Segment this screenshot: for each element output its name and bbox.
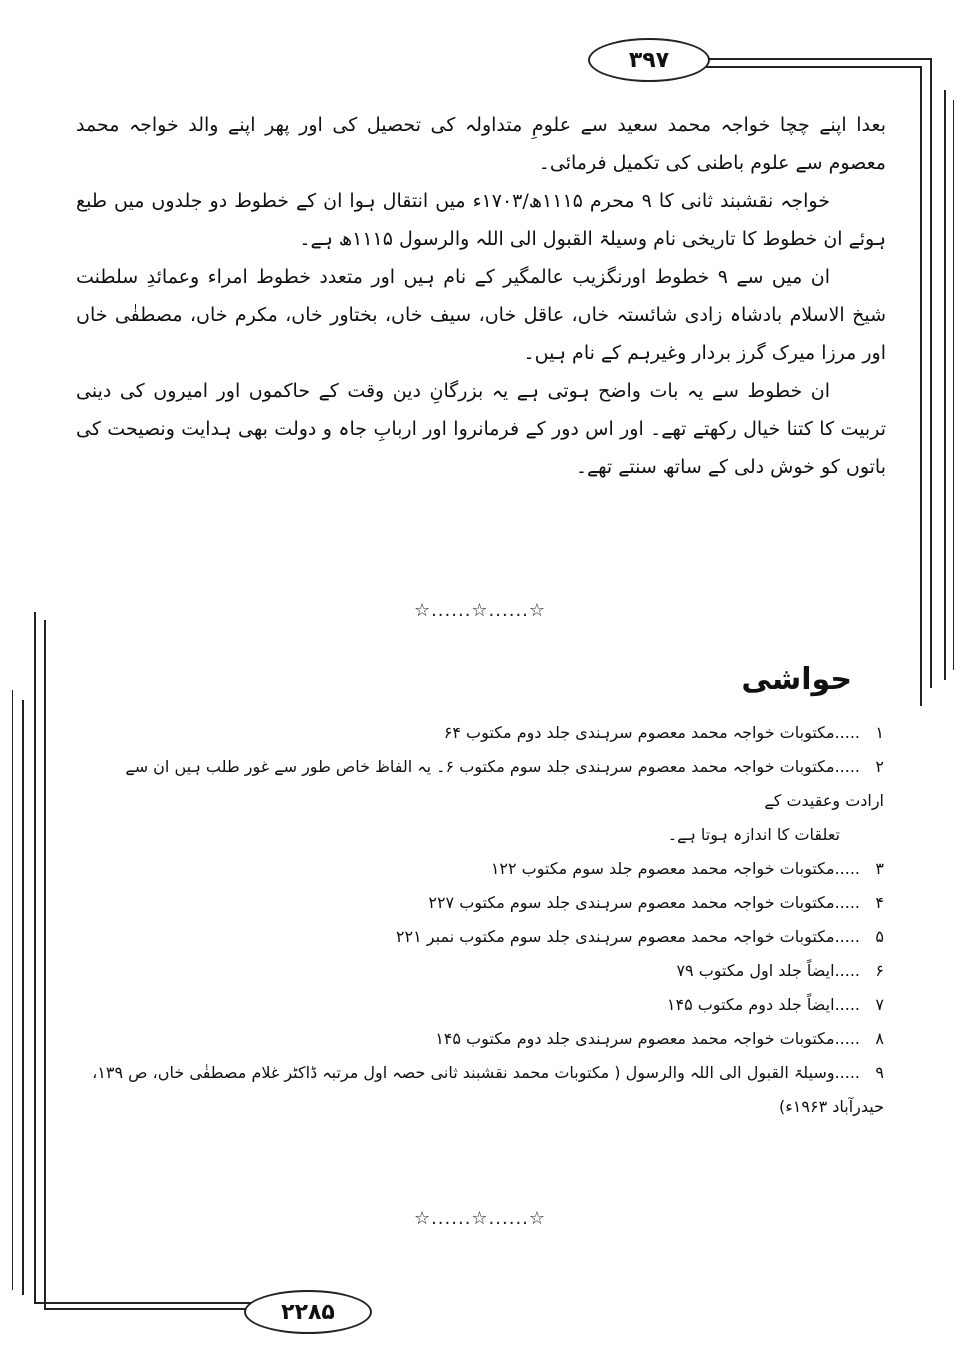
frame-bottom-line-2 xyxy=(44,1308,266,1310)
note-3: ۳.....مکتوبات خواجہ محمد معصوم جلد سوم مکتوب ۱۲۲ xyxy=(490,859,884,878)
body-text xyxy=(76,106,886,486)
frame-left-line-3 xyxy=(34,612,36,1302)
note-6: ۶.....ایضاً جلد اول مکتوب ۷۹ xyxy=(676,961,884,980)
note-5: ۵.....مکتوبات خواجہ محمد معصوم سرہندی جلد سوم مکتوب نمبر ۲۲۱ xyxy=(395,927,884,946)
frame-left-line-4 xyxy=(44,620,46,1308)
note-9: ۹.....وسیلۃ القبول الی اللہ والرسول ( مکتوبات محمد نقشبند ثانی حصہ اول مرتبہ ڈاکٹر غلام مصطفٰی خاں، ص ۱۳۹، حیدرآباد ۱۹۶۳ء) xyxy=(92,1063,884,1116)
frame-right-line-1 xyxy=(930,58,932,688)
top-page-number: ۳۹۷ xyxy=(588,38,710,82)
paragraph-3: ان میں سے ۹ خطوط اورنگزیب عالمگیر کے نام ہیں اور متعدد خطوط امراء وعمائدِ سلطنت شیخ الاسلام بادشاہ زادی شائستہ خاں، عاقل خاں، سیف خاں، بختاور خاں، مکرم خاں، مصطفٰی خاں اور مرزا میرک گرز بردار وغیرہم کے نام ہیں۔ xyxy=(76,266,886,364)
paragraph-4: ان خطوط سے یہ بات واضح ہوتی ہے یہ بزرگانِ دین وقت کے حاکموں اور امیروں کی دینی تربیت کا کتنا خیال رکھتے تھے۔ اور اس دور کے فرمانروا اور اربابِ جاہ و دولت بھی ہدایت ونصیحت کی باتوں کو خوش دلی کے ساتھ سنتے تھے۔ xyxy=(76,380,886,478)
frame-top-line-1 xyxy=(700,58,932,60)
frame-right-line-3 xyxy=(944,90,946,680)
note-2: ۲.....مکتوبات خواجہ محمد معصوم سرہندی جلد سوم مکتوب ۶۔ یہ الفاظ خاص طور سے غور طلب ہیں ان سے ارادت وعقیدت کے xyxy=(125,757,884,810)
note-7: ۷.....ایضاً جلد دوم مکتوب ۱۴۵ xyxy=(666,995,884,1014)
separator-bottom: ☆......☆......☆ xyxy=(413,1208,547,1229)
bottom-page-number: ۲۲۸۵ xyxy=(244,1290,372,1334)
note-4: ۴.....مکتوبات خواجہ محمد معصوم سرہندی جلد سوم مکتوب ۲۲۷ xyxy=(428,893,884,912)
separator-top: ☆......☆......☆ xyxy=(413,600,547,621)
frame-top-line-2 xyxy=(700,66,922,68)
note-1: ۱.....مکتوبات خواجہ محمد معصوم سرہندی جلد دوم مکتوب ۶۴ xyxy=(443,723,884,742)
frame-left-line-2 xyxy=(22,700,24,1295)
notes-list xyxy=(84,716,884,1124)
paragraph-2: خواجہ نقشبند ثانی کا ۹ محرم ۱۱۱۵ھ/۱۷۰۳ء میں انتقال ہوا ان کے خطوط دو جلدوں میں طبع ہوئے ان خطوط کا تاریخی نام وسیلۃ القبول الی اللہ والرسول ۱۱۱۵ھ ہے۔ xyxy=(76,190,886,250)
note-8: ۸.....مکتوبات خواجہ محمد معصوم سرہندی جلد دوم مکتوب ۱۴۵ xyxy=(435,1029,884,1048)
note-2-continuation: تعلقات کا اندازہ ہوتا ہے۔ xyxy=(667,825,840,844)
paragraph-1: بعدا اپنے چچا خواجہ محمد سعید سے علومِ متداولہ کی تحصیل کی اور پھر اپنے والد خواجہ محمد معصوم سے علوم باطنی کی تکمیل فرمائی۔ xyxy=(76,114,886,174)
frame-left-line-1 xyxy=(12,690,13,1290)
notes-heading: حواشی xyxy=(741,662,852,697)
frame-bottom-line-1 xyxy=(34,1302,266,1304)
frame-right-line-4 xyxy=(953,100,954,670)
